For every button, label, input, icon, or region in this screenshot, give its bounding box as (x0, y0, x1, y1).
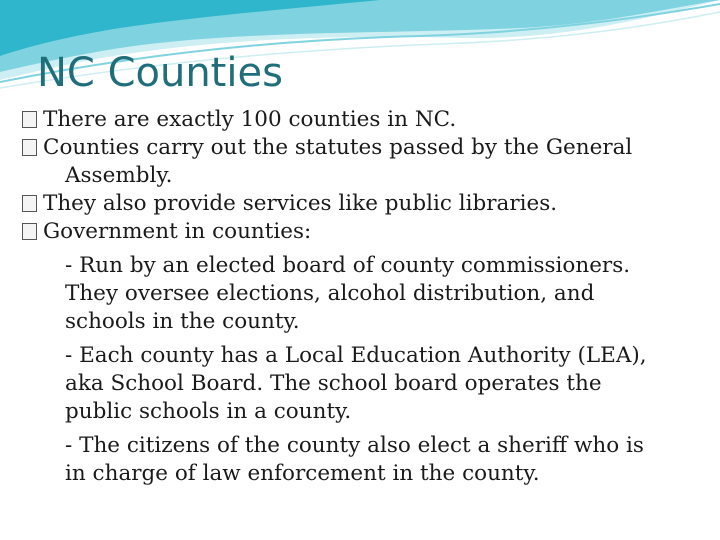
bullet-text: There are exactly 100 counties in NC. (43, 107, 457, 132)
bullet-text: Government in counties: (43, 219, 312, 244)
sub-item-line: public schools in a county. (65, 399, 352, 424)
bullet-glyph-icon (22, 139, 37, 156)
sub-item-line: - Run by an elected board of county commissioners. (65, 253, 631, 278)
bullet-item (22, 190, 692, 218)
slide-body (22, 106, 692, 488)
bullet-glyph-icon (22, 195, 37, 212)
sub-item-line: in charge of law enforcement in the county. (65, 461, 540, 486)
slide-title: NC Counties (37, 50, 283, 96)
bullet-glyph-icon (22, 223, 37, 240)
sub-item-line: - Each county has a Local Education Authority (LEA), (65, 343, 647, 368)
bullet-item (22, 218, 692, 246)
bullet-item (22, 134, 692, 162)
sub-item-line: - The citizens of the county also elect a sheriff who is (65, 433, 644, 458)
sub-item-line: They oversee elections, alcohol distribution, and (65, 281, 595, 306)
bullet-glyph-icon (22, 111, 37, 128)
bullet-text: They also provide services like public libraries. (43, 191, 558, 216)
bullet-text: Counties carry out the statutes passed by the General (43, 135, 633, 160)
sub-item-line: aka School Board. The school board operates the (65, 371, 602, 396)
sub-item-line: schools in the county. (65, 309, 300, 334)
bullet-item (22, 106, 692, 134)
bullet-continuation: Assembly. (65, 163, 173, 188)
